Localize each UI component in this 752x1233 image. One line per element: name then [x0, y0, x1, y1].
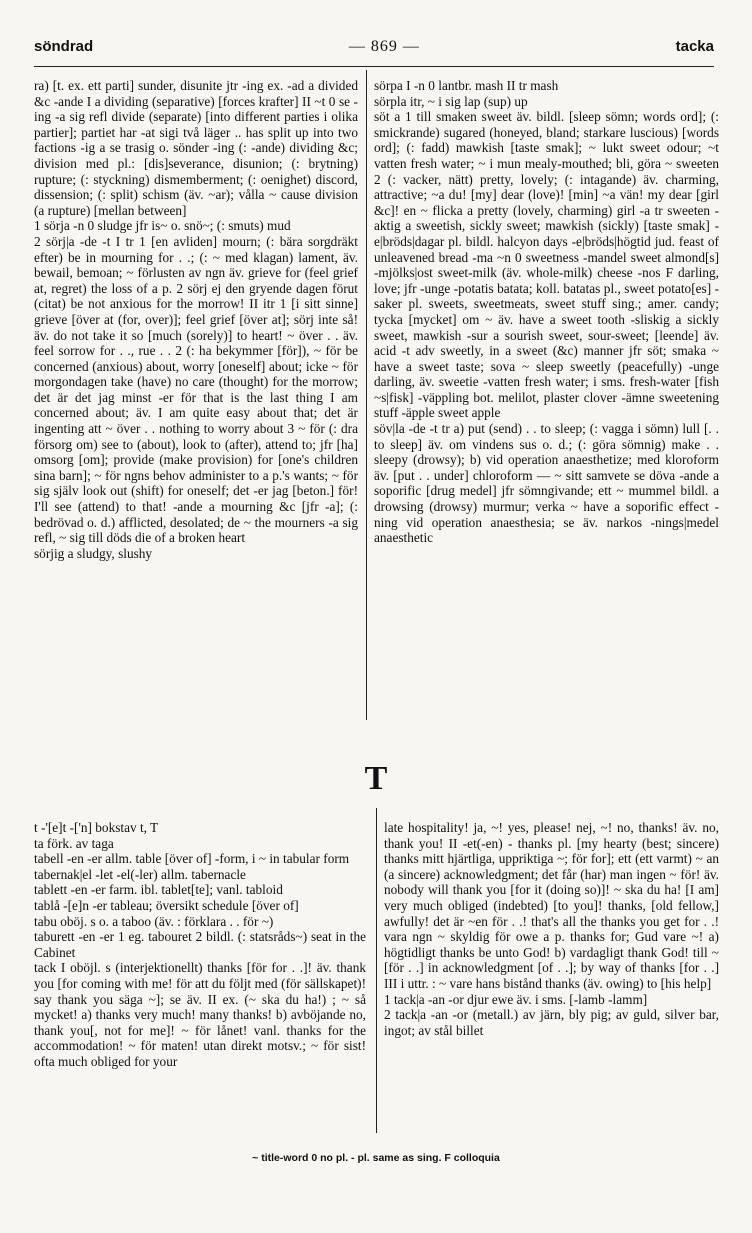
entry: 1 sörja -n 0 sludge jfr is~ o. snö~; (: smuts) mud: [34, 218, 291, 234]
right-column-bottom: [384, 820, 719, 1038]
entry: sörpa I -n 0 lantbr. mash II tr mash: [374, 78, 559, 93]
entry: söv|la -de -t tr a) put (send) . . to sleep; (: vagga i sömn) lull [. . to sleep] äv. om vindens sus o. d.; (: göra sömnig) make . . sleepy (drowsy); b) vid operation anaesthetize; med kloroform äv. [put . . under] chloroform — ~ sitt samvete se döva -ande a soporific [drug medel] jfr sömngivande; ett ~ mummel bildl. a drowsing (drowsy) murmur; verka ~ have a soporific effect -ning vid operation anaesthesia; se äv. narkos -nings|medel anaesthetic: [374, 421, 719, 546]
entry: 1 tack|a -an -or djur ewe äv. i sms. [-lamb -lamm]: [384, 991, 648, 1007]
page-header: [34, 38, 714, 64]
header-left-guide-word: söndrad: [34, 38, 94, 55]
entry: ra) [t. ex. ett parti] sunder, disunite jtr -ing ex. -ad a divided &c -ande I a dividing (separative) [forces krafter] II ~t 0 se -ing -a sig refl divide (separate) [into different parties i olika partier]; partiet har -at sigi två läger .. has split up into two factions -ig a se trasig o. sönder -ing (: -ande) dividing &c; division med pl.: [dis]severance, disunion; (: brytning) rupture; (: styckning) dismemberment; (: oenighet) discord, dissension; (: split) schism (äv. ~ar); vålla ~ cause division (a rupture) [mellan between]: [34, 78, 358, 218]
section-letter: T: [364, 760, 388, 797]
entry: t -'[e]t -['n] bokstav t, T: [34, 820, 159, 835]
entry: tack I oböjl. s (interjektionellt) thanks [för for . .]! äv. thank you [for coming with me! för att du följt med (för sällskapet)! say thank you säga ~]; se äv. II ex. (~ ska du ha!) ; ~ så mycket! a) thanks very much! many thanks! b) avböjande no, thank you[, not for me]! ~ för lånet! vanl. thanks for the accommodation! ~ för maten! utan direkt motsv.; ~ för sist! ofta much obliged for your: [34, 960, 366, 1069]
footer-legend: ~ title-word 0 no pl. - pl. same as sing. F colloquia: [252, 1152, 500, 1164]
entry: late hospitality! ja, ~! yes, please! nej, ~! no, thanks! äv. no, thank you! II -et(-en) - thanks pl. [my hearty (best; sincere) thanks mitt hjärtliga, uppriktiga ~; för for]; ett (ett varmt) ~ an (a sincere) acknowledgment; det får (har) man ingen ~ för! äv. nobody will thank you [for it (doing so)]! ~ ska du ha! [I am] very much obliged (indebted) [to you]! thanks, [old fellow,] awfully! det är ~en för . .! that's all the thanks you get for . .! vara ngn ~ skyldig för owe a p. thanks for; Gud vare ~! a) högtidligt thanks be unto God! b) vardagligt thank God! till ~ [för . .] in acknowledgment [of . .]; by way of thanks [for . .] III i uttr. : ~ vare hans bistånd thanks (äv. owing) to [his help]: [384, 820, 719, 991]
column-divider-bottom: [376, 808, 377, 1133]
page-number: — 869 —: [348, 38, 420, 55]
left-column-bottom: [34, 820, 366, 1070]
entry: sörjig a sludgy, slushy: [34, 545, 153, 561]
header-rule: [34, 66, 714, 67]
entry: 2 tack|a -an -or (metall.) av järn, bly pig; av guld, silver bar, ingot; av stål billet: [384, 1007, 719, 1038]
entry: söt a 1 till smaken sweet äv. bildl. [sleep sömn; words ord]; (: smickrande) sugared (honeyed, bland; starkare luscious) [words ord]; (: fadd) mawkish [taste smak]; ~ lukt sweet odour; ~t vatten fresh water; ~ i mun mealy-mouthed; bli, göra ~ sweeten 2 (: vacker, nätt) pretty, lovely; (: intagande) äv. charming, attractive; ~a du! [my] dear (love)! [min] ~a vän! my dear [girl &c]! en ~ flicka a pretty (lovely, charming) girl -a tr sweeten -aktig a sweetish, sickly sweet; mawkish (sickly) [taste smak] -e|bröds|dagar pl. bildl. halcyon days -e|bröds|högtid jud. feast of unleavened bread -ma ~n 0 sweetness -mandel sweet almond[s] -mjölks|ost sweet-milk (äv. whole-milk) cheese -nos F darling, love; jfr -unge -potatis batata; koll. batatas pl., sweet potato[es] -saker pl. sweets, sweetmeats, sweet stuff sing.; amer. candy; tycka [mycket] om ~ äv. have a sweet tooth -sliskig a sickly sweet, mawkish -sur a sourish sweet, sour-sweet; [leende] äv. acid -t adv sweetly, in a sweet (&c) manner jfr söt; smaka ~ have a sweet taste; sova ~ sleep sweetly (peacefully) -unge darling, äv. sweetie -vatten fresh water; i sms. fresh-water [fish ~s|fisk] -väppling bot. melilot, plaster clover -ämne sweetening stuff -äpple sweet apple: [374, 109, 719, 421]
entry: tabu oböj. s o. a taboo (äv. : förklara . . för ~): [34, 913, 274, 929]
entry: tablett -en -er farm. ibl. tablet[te]; vanl. tabloid: [34, 882, 283, 898]
left-column-top: [34, 78, 358, 561]
entry: tabell -en -er allm. table [över of] -form, i ~ in tabular form: [34, 851, 350, 867]
column-divider-top: [366, 70, 367, 720]
entry: tabernak|el -let -el(-ler) allm. tabernacle: [34, 866, 246, 882]
header-right-guide-word: tacka: [675, 38, 714, 55]
entry: taburett -en -er 1 eg. tabouret 2 bildl. (: statsråds~) seat in the Cabinet: [34, 929, 366, 960]
right-column-top: [374, 78, 719, 546]
entry: 2 sörj|a -de -t I tr 1 [en avliden] mourn; (: bära sorgdräkt efter) be in mourning for . .; (: ~ med klagan) lament, äv. bewail, bemoan; ~ förlusten av ngn äv. grieve for (feel grief at, regret) the loss of a p. 2 sörj ej den gryende dagen förut (citat) be not anxious for the morrow! II itr 1 [i sitt sinne] grieve [över at (for, over)]; feel grief [över at]; sörj inte så! äv. do not take it so [much (sorely)] to heart! ~ över . . äv. feel sorrow for . ., rue . . 2 (: ha bekymmer [för]), ~ för be concerned (anxious) about, worry [oneself] about; icke ~ för morgondagen take (have) no care (thought) for the morrow; det är det jag minst -er för that is the last thing I am concerned about; äv. I am quite easy about that; det är ingenting att ~ över . . nothing to worry about 3 ~ för (: dra försorg om) see to (about), look to (after), attend to; jfr [ha] omsorg [om]; provide (make provision) for [one's children sina barn]; ~ för ngns behov administer to a p.'s wants; ~ för sig själv look out (shift) for oneself; det -er jag [beton.] för! I'll see (attend) to that! -ande a mourning &c [jfr -a]; (: bedrövad o. d.) afflicted, desolated; de ~ the mourners -a sig refl, ~ sig till döds die of a broken heart: [34, 233, 358, 546]
entry: tablå -[e]n -er tableau; översikt schedule [över of]: [34, 897, 299, 913]
entry: sörpla itr, ~ i sig lap (sup) up: [374, 93, 528, 109]
entry: ta förk. av taga: [34, 835, 114, 851]
